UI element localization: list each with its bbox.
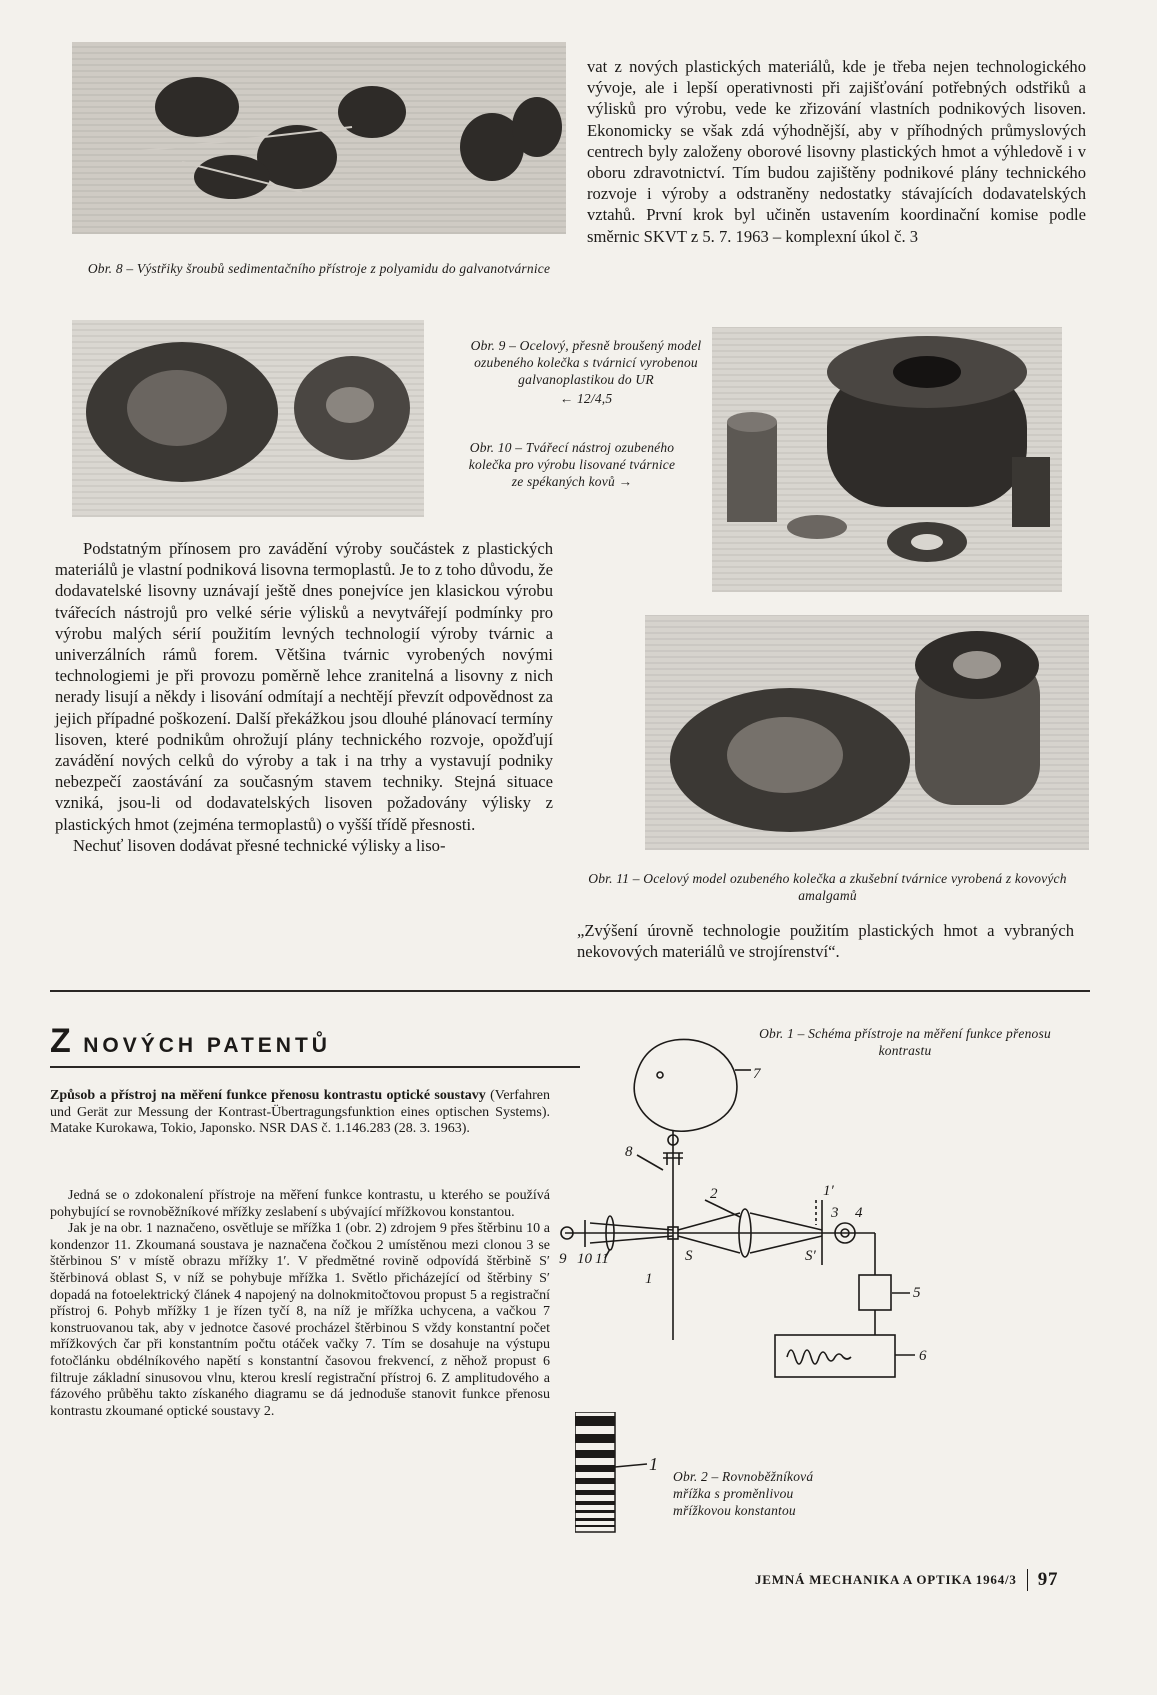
diagram-2-caption: Obr. 2 – Rovnoběžníková mřížka s proměnlivou mřížkovou konstantou [673, 1469, 814, 1518]
label-11: 11 [595, 1251, 609, 1267]
footer-separator [1027, 1569, 1028, 1591]
right-column-end-text: „Zvýšení úrovně technologie použitím plastických hmot a vybraných nekovových materiálů ve strojírenství“. [577, 921, 1074, 962]
label-S: S [685, 1248, 693, 1264]
label-6: 6 [919, 1348, 927, 1364]
figure-10-photo [712, 327, 1062, 592]
section-heading-rule [50, 1066, 580, 1068]
section-heading-initial: Z [50, 1022, 75, 1060]
section-heading-text: NOVÝCH PATENTŮ [83, 1034, 331, 1057]
figure-8-photo [72, 42, 566, 234]
label-10: 10 [577, 1251, 592, 1267]
label-5: 5 [913, 1285, 921, 1301]
label-7: 7 [753, 1066, 761, 1082]
figure-9-reference: ← 12/4,5 [559, 391, 613, 406]
figure-10-caption: Obr. 10 – Tvářecí nástroj ozubeného kolečka pro výrobu lisované tvárnice ze spékaných kovů → [468, 440, 676, 489]
label-S-prime: S′ [805, 1248, 816, 1264]
figure-11-caption: Obr. 11 – Ocelový model ozubeného kolečka a zkušební tvárnice vyrobená z kovových amalgamů [588, 871, 1067, 903]
grating-label-1: 1 [649, 1454, 658, 1474]
left-column-text [55, 538, 553, 856]
patent-citation: (Verfahren und Gerät zur Messung der Kontrast-Übertragungsfunktion eines optischen Systems). Matake Kurokawa, Tokio, Japonsko. NSR DAS č. 1.146.283 (28. 3. 1963). [50, 1088, 550, 1137]
diagram-1-schematic [555, 1025, 1095, 1415]
right-column-top-text: vat z nových plastických materiálů, kde je třeba nejen technologického vývoje, ale i lepší operativnosti při zajišťování potřebných odstřiků a výlisků pro výrobu, vede ke zřizování vlastních podnikových lisoven. Ekonomicky se však zdá výhodnější, aby v příhodných průmyslových centrech byly založeny oborové lisovny plastických hmot a výhledově i v oboru zdravotnictví. Tím budou zajištěny podnikové plány technického rozvoje i výroby a odstraněny nedostatky stávajících dodavatelských vztahů. První krok byl učiněn ustavením koordinační komise podle směrnic SKVT z 5. 7. 1963 – komplexní úkol č. 3 [587, 57, 1086, 246]
figure-11-illustration [645, 615, 1089, 850]
figure-10-illustration [712, 327, 1062, 592]
figure-9-illustration [72, 320, 424, 517]
left-column-paragraph-1: Podstatným přínosem pro zavádění výroby součástek z plastických materiálů je vlastní podniková lisovna termoplastů. Je to z toho důvodu, že dodavatelské lisovny uznávají ještě dnes ponejvíce jen klasickou výrobu tvářecích nástrojů pro velké série výlisků a nevytvářejí podmínky pro výrobu malých sérií použitím levných technologií výroby tvárnic a univerzálních rámů forem. Většina tvárnic vyrobených novými technologiemi je při provozu poměrně lehce zranitelná a lisovny z nich nerady lisují a někdy i lisování odmítají a nechtějí převzít odpovědnost za jejich případné poškození. Další překážkou jsou dlouhé plánovací termíny lisoven, které podnikům ohrožují plány technického rozvoje, opožďují zavádění nových celků do výroby a tak i na trhy a vystavují podniky nebezpečí zaostávání za současným stavem techniky. Stejná situace vzniká, jsou-li od dodavatelských lisoven požadovány výlisky z plastických hmot (zejména termoplastů) o vyšší třídě přesnosti. [55, 539, 553, 834]
label-1-prime: 1′ [823, 1183, 834, 1199]
figure-11-photo [645, 615, 1089, 850]
label-3: 3 [831, 1205, 839, 1221]
left-column-paragraph-2: Nechuť lisoven dodávat přesné technické výlisky a liso- [73, 835, 446, 855]
page-number: 97 [1037, 1569, 1059, 1590]
footer [755, 1567, 1085, 1593]
label-8: 8 [625, 1144, 633, 1160]
figure-8-illustration [72, 42, 566, 234]
figure-8-caption: Obr. 8 – Výstřiky šroubů sedimentačního přístroje z polyamidu do galvanotvárnice [87, 261, 551, 276]
section-heading [50, 1022, 570, 1062]
figure-9-photo [72, 320, 424, 517]
label-4: 4 [855, 1205, 863, 1221]
cam-shape [634, 1039, 737, 1131]
patent-body [50, 1188, 550, 1420]
patent-paragraph-2: Jak je na obr. 1 naznačeno, osvětluje se mřížka 1 (obr. 2) zdrojem 9 přes štěrbinu 10 a kondenzor 11. Zkoumaná soustava je naznačena čočkou 2 umístěnou mezi clonou 3 se štěrbinou S′ v místě obrazu mřížky 1′. V předmětné rovině odpovídá štěrbině S′ štěrbinová oblast S, v níž se pohybuje mřížka 1. Světlo přicházející od štěrbiny S′ dopadá na fotoelektrický článek 4 napojený na dolnokmitočtovou propust 5 a registrační přístroj 6. Pohyb mřížky 1 je řízen tyčí 8, na níž je mřížka uchycena, a vačkou 7 konstruovanou tak, aby v jednotce časové procházel štěrbinou S vždy konstantní počet mřížkových čar při konstantním počtu otáček vačky 7. Tím se dosahuje na výstupu fotočlánku obdélníkového napětí s konstantní časovou frekvencí, z něhož propust 6 filtruje základní sinusovou vlnu, kterou kreslí registrační přístroj 6. Z amplitudového a fázového průběhu takto získaného diagramu se dá jednoduše stanovit funkce přenosu kontrastu zkoumané optické soustavy 2. [50, 1221, 550, 1419]
label-9: 9 [559, 1251, 567, 1267]
patent-paragraph-1: Jedná se o zdokonalení přístroje na měření funkce kontrastu, u kterého se používá pohybující se rovnoběžníkové mřížky zeslabení s ubývající mřížkovou konstantou. [50, 1188, 550, 1220]
label-1: 1 [645, 1271, 653, 1287]
label-2: 2 [710, 1186, 718, 1202]
diagram-2-grating [575, 1412, 685, 1537]
patent-title: Způsob a přístroj na měření funkce přenosu kontrastu optické soustavy [50, 1088, 486, 1103]
footer-journal: JEMNÁ MECHANIKA A OPTIKA 1964/3 [755, 1572, 1017, 1587]
patent-header [50, 1088, 550, 1138]
diagram-1-caption: Obr. 1 – Schéma přístroje na měření funkce přenosu kontrastu [759, 1026, 1051, 1058]
section-divider [50, 990, 1090, 992]
figure-9-caption: Obr. 9 – Ocelový, přesně broušený model ozubeného kolečka s tvárnicí vyrobenou galvanoplastikou do UR [470, 338, 702, 387]
